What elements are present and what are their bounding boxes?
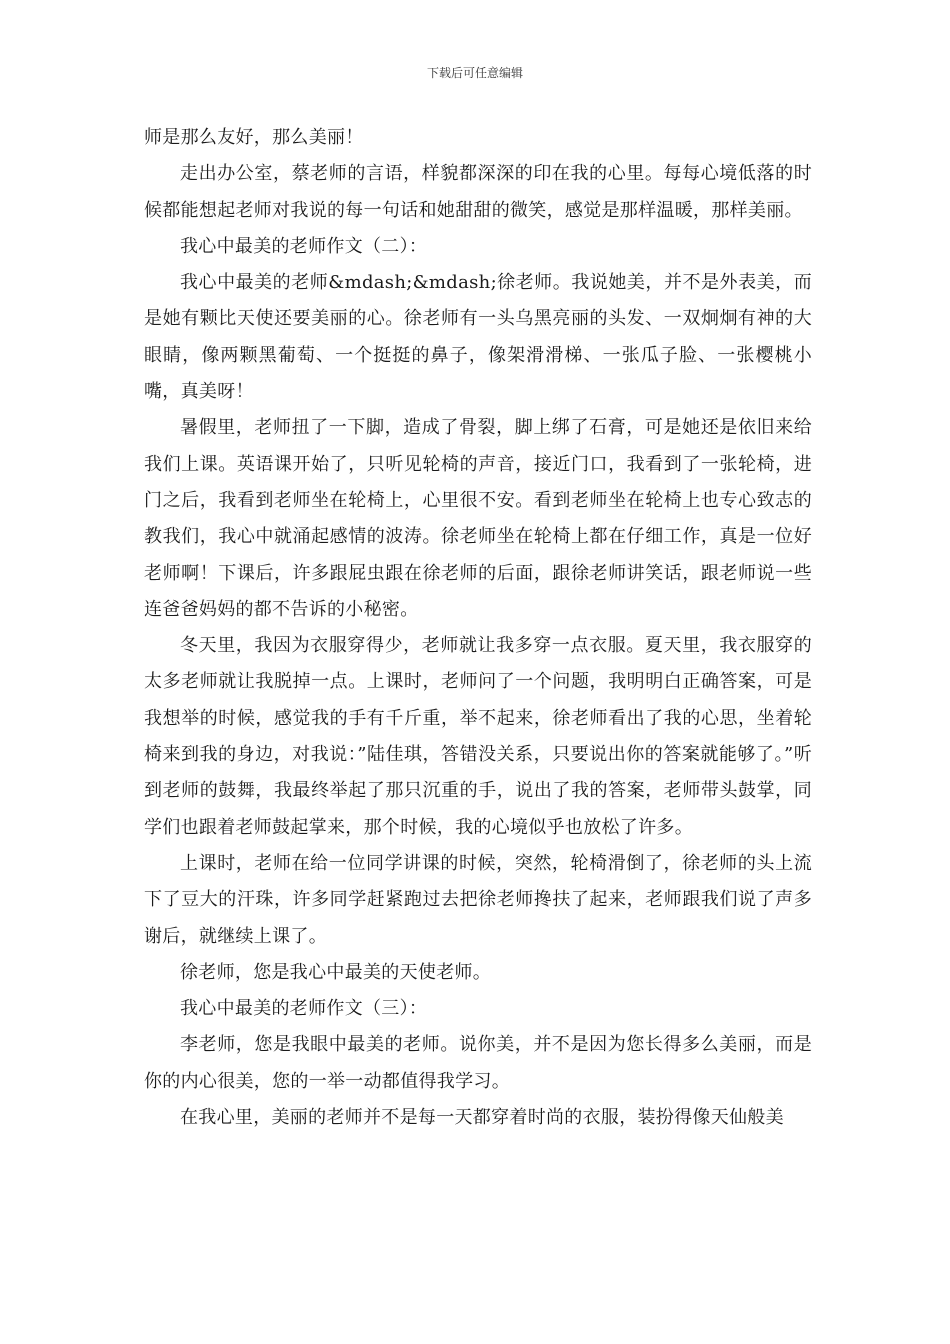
paragraph: 在我心里，美丽的老师并不是每一天都穿着时尚的衣服，装扮得像天仙般美 [180,1107,784,1129]
paragraph: 冬天里，我因为衣服穿得少，老师就让我多穿一点衣服。夏天里，我衣服穿的太多老师就让我脱掉一点。上课时，老师问了一个问题，我明明白正确答案，可是我想举的时候，感觉我的手有千斤重，举不起来，徐老师看出了我的心思，坐着轮椅来到我的身边，对我说：”陆佳琪，答错没关系，只要说出你的答案就能够了。”听到老师的鼓舞，我最终举起了那只沉重的手，说出了我的答案，老师带头鼓掌，同学们也跟着老师鼓起掌来，那个时候，我的心境似乎也放松了许多。 [144,635,812,838]
article-body [144,120,812,1136]
section-heading: 我心中最美的老师作文（二）： [180,235,428,257]
paragraph-continued: 师是那么友好，那么美丽！ [144,127,364,148]
paragraph: 暑假里，老师扭了一下脚，造成了骨裂，脚上绑了石膏，可是她还是依旧来给我们上课。英语课开始了，只听见轮椅的声音，接近门口，我看到了一张轮椅，进门之后，我看到老师坐在轮椅上，心里很不安。看到老师坐在轮椅上也专心致志的教我们，我心中就涌起感情的波涛。徐老师坐在轮椅上都在仔细工作，真是一位好老师啊！下课后，许多跟屁虫跟在徐老师的后面，跟徐老师讲笑话，跟老师说一些连爸爸妈妈的都不告诉的小秘密。 [144,417,812,620]
page-header: 下载后可任意编辑 [426,66,523,80]
paragraph: 李老师，您是我眼中最美的老师。说你美，并不是因为您长得多么美丽，而是你的内心很美，您的一举一动都值得我学习。 [144,1034,812,1092]
paragraph: 走出办公室，蔡老师的言语，样貌都深深的印在我的心里。每每心境低落的时候都能想起老师对我说的每一句话和她甜甜的微笑，感觉是那样温暖，那样美丽。 [144,163,812,221]
section-heading: 我心中最美的老师作文（三）： [180,998,428,1020]
paragraph: 上课时，老师在给一位同学讲课的时候，突然，轮椅滑倒了，徐老师的头上流下了豆大的汗珠，许多同学赶紧跑过去把徐老师搀扶了起来，老师跟我们说了声多谢后，就继续上课了。 [144,852,812,947]
paragraph: 徐老师，您是我心中最美的天使老师。 [180,961,492,983]
paragraph: 我心中最美的老师&mdash;&mdash;徐老师。我说她美，并不是外表美，而是她有颗比天使还要美丽的心。徐老师有一头乌黑亮丽的头发、一双炯炯有神的大眼睛，像两颗黑葡萄、一个挺挺的鼻子，像架滑滑梯、一张瓜子脸、一张樱桃小嘴，真美呀！ [144,272,812,403]
